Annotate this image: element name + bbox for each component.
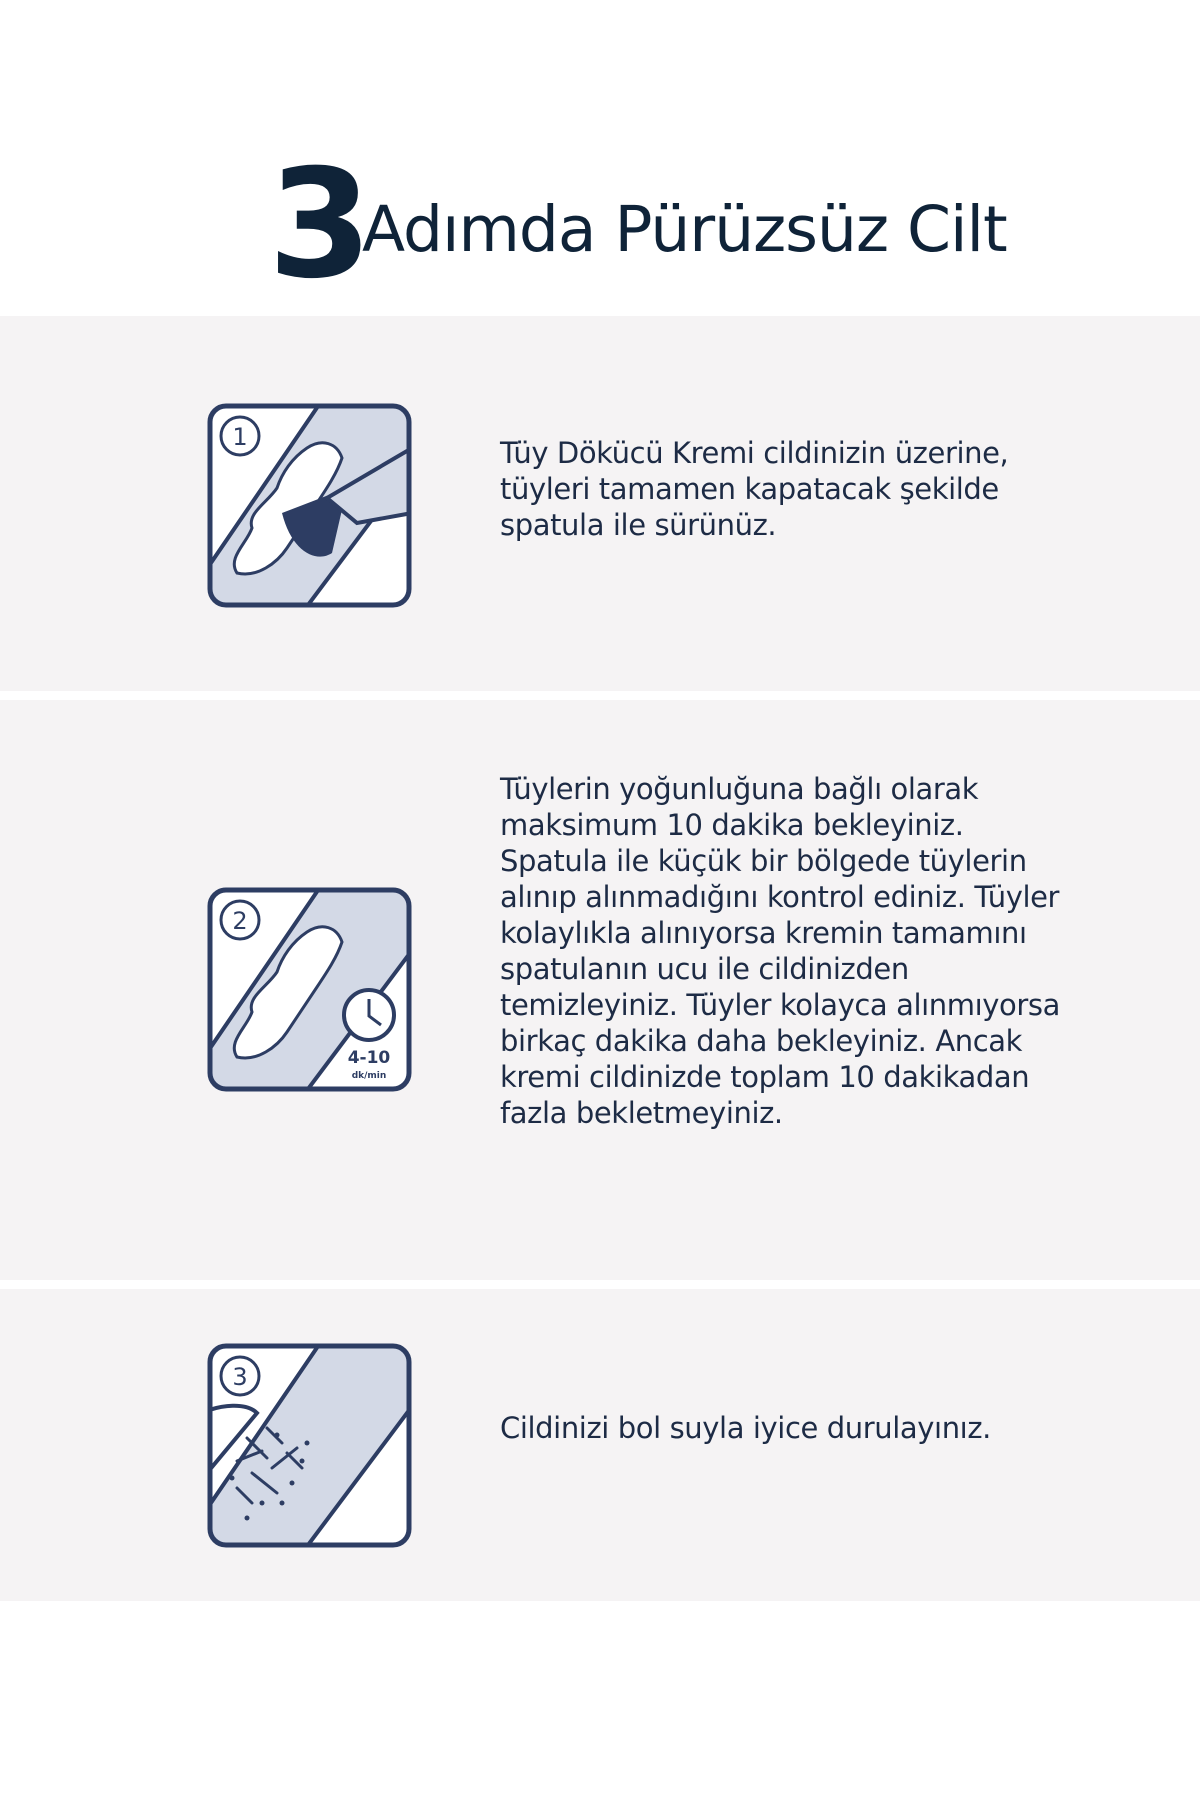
time-label: 4-10 [347, 1048, 391, 1068]
step-number-3: 3 [232, 1363, 248, 1391]
page-title: Adımda Pürüzsüz Cilt [362, 193, 1007, 266]
step-panel-1 [0, 316, 1200, 691]
step-panel-2 [0, 700, 1200, 1280]
step-number-2: 2 [232, 907, 248, 935]
rinse-water-icon [207, 1343, 412, 1548]
title-number: 3 [268, 138, 369, 312]
cream-apply-icon [207, 403, 412, 608]
step-panel-3 [0, 1289, 1200, 1601]
step-text-3: Cildinizi bol suyla iyice durulayınız. [500, 1411, 991, 1445]
step-number-1: 1 [232, 423, 248, 451]
step-text-2: Tüylerin yoğunluğuna bağlı olarak maksimum 10 dakika bekleyiniz. Spatula ile küçük bir bölgede tüylerin alınıp alınmadığını kontrol ediniz. Tüyler kolaylıkla alınıyorsa kremin tamamını spatulanın ucu ile cildinizden temizleyiniz. Tüyler kolayca alınmıyorsa birkaç dakika daha bekleyiniz. Ancak kremi cildinizde toplam 10 dakikadan fazla bekletmeyiniz. [500, 772, 1060, 1130]
page-header [0, 0, 1200, 316]
time-unit: dk/min [351, 1071, 387, 1081]
step-text-1: Tüy Dökücü Kremi cildinizin üzerine, tüyleri tamamen kapatacak şekilde spatula ile sürünüz. [500, 436, 1009, 542]
clock-wait-icon [207, 887, 412, 1092]
